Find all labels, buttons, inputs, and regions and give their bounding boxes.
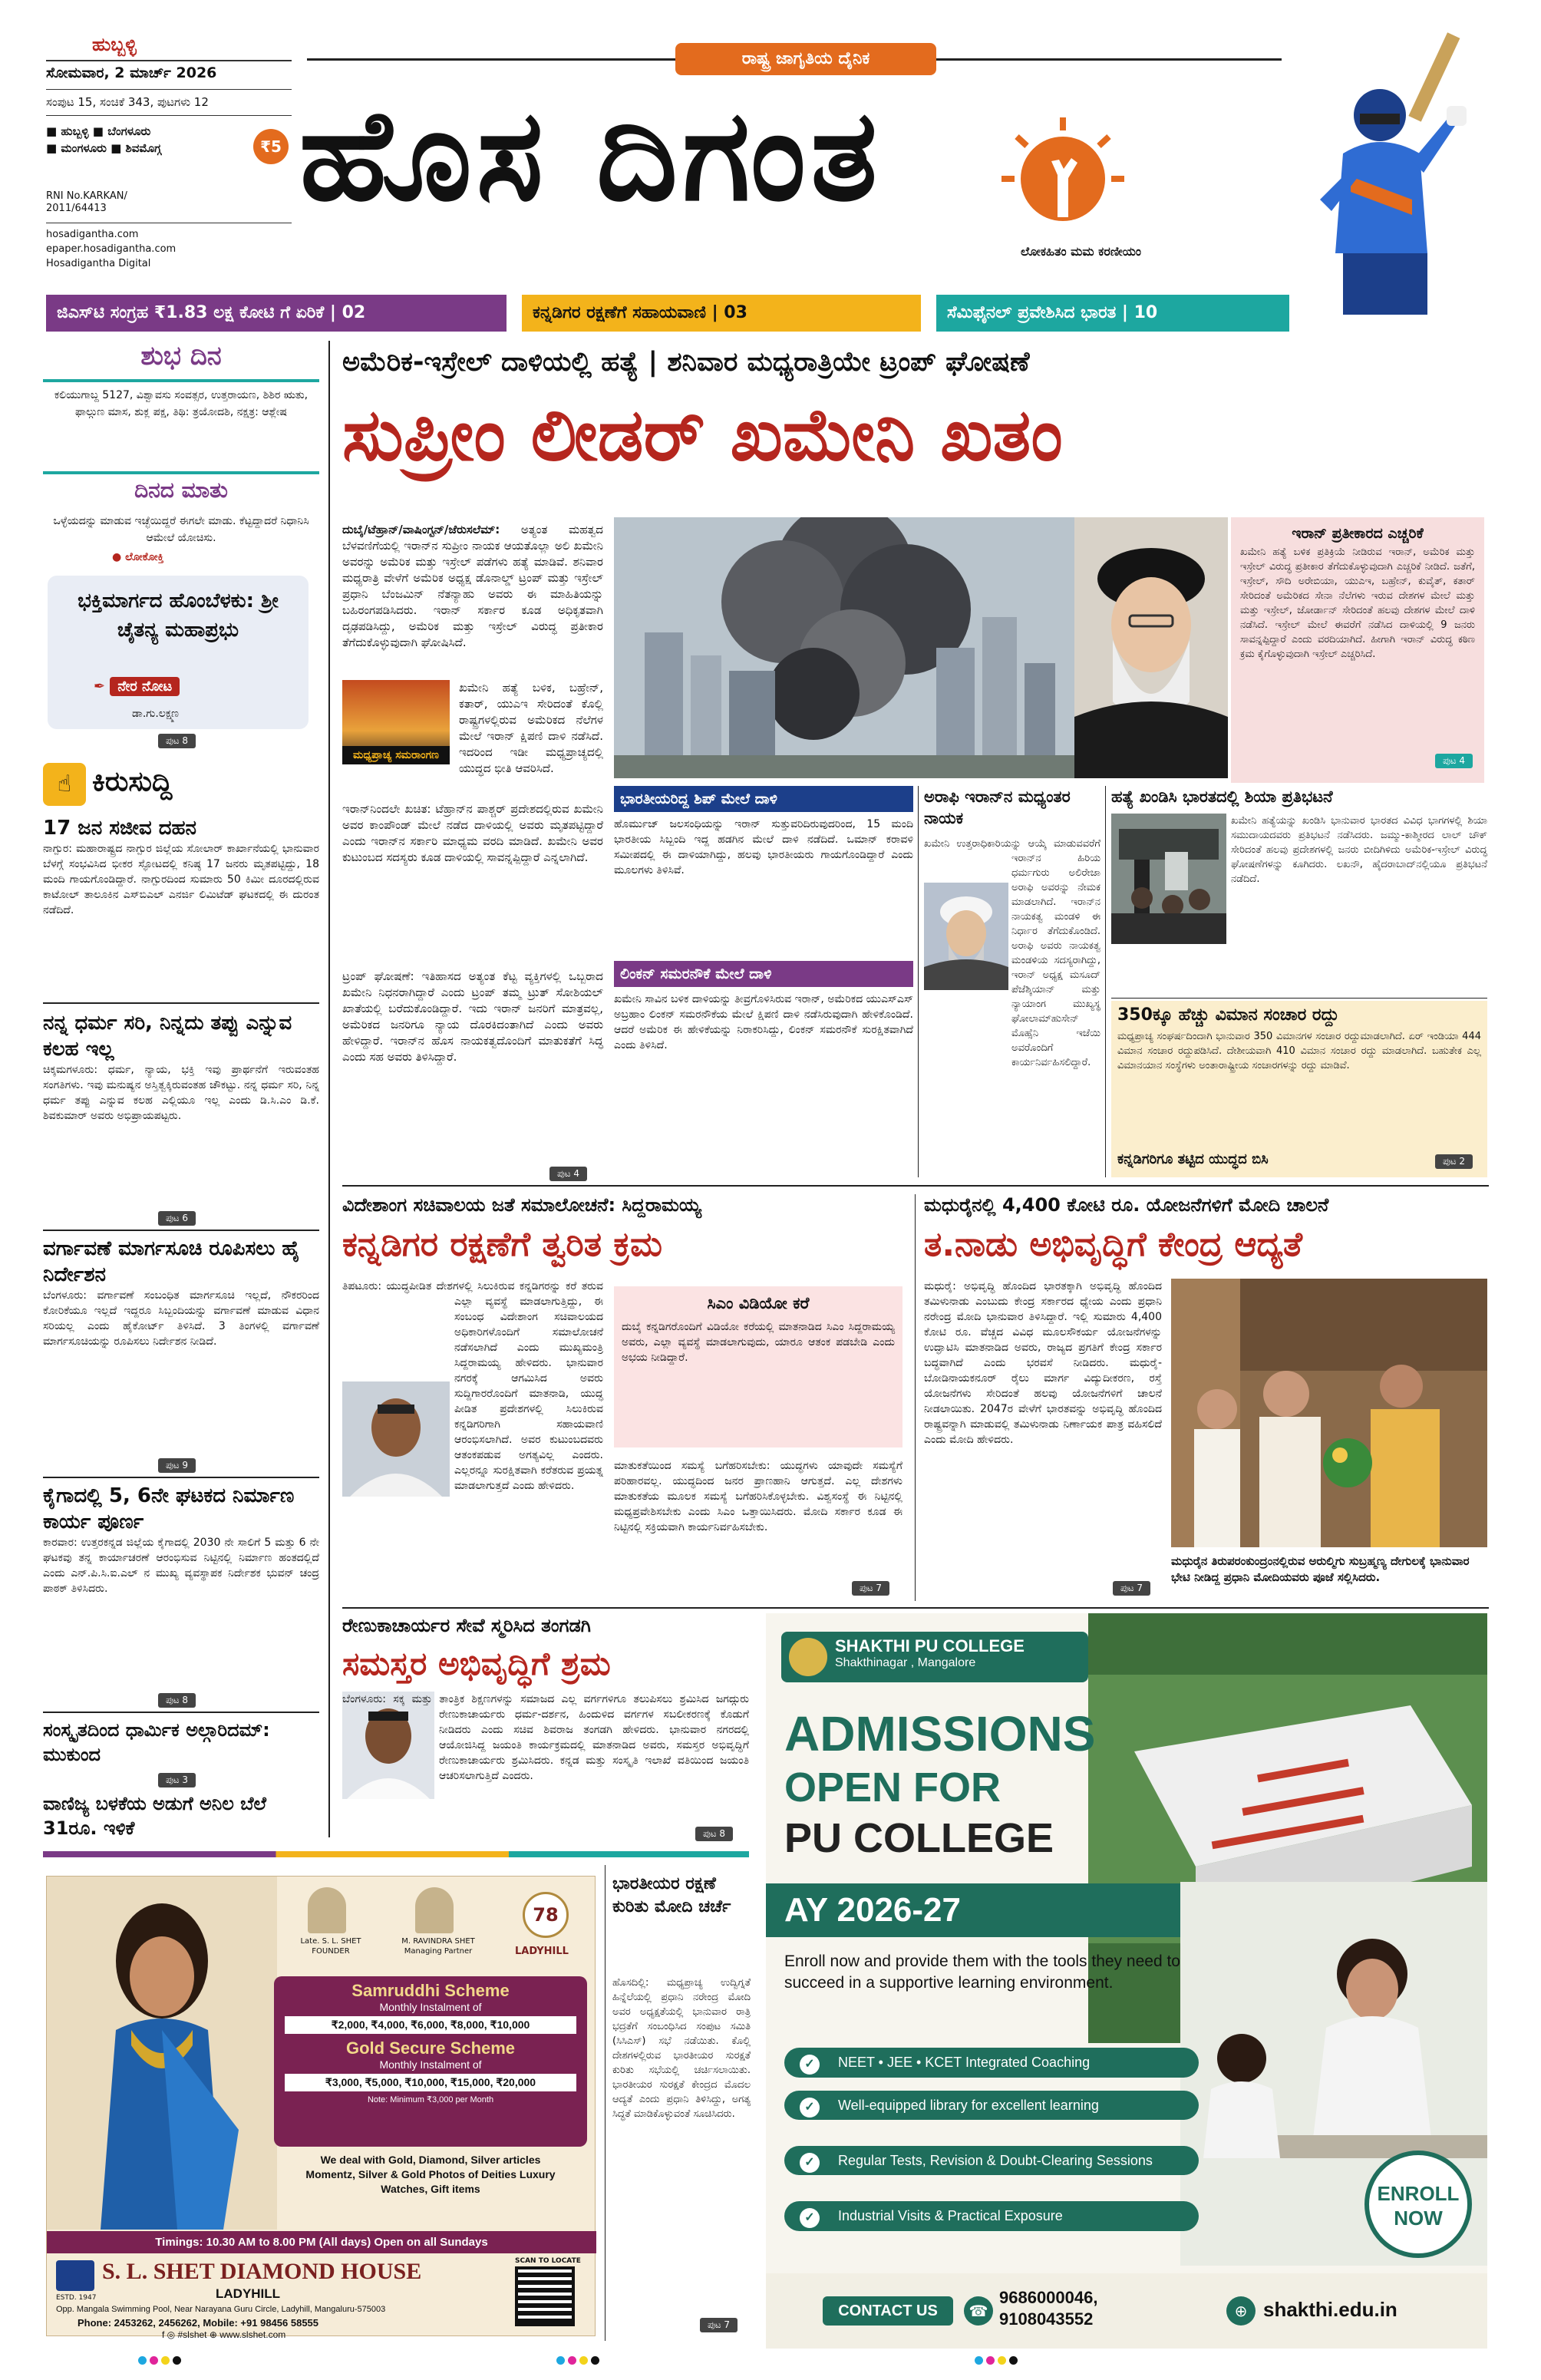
dinada-maatu-source: ● ಲೋಕೋಕ್ತಿ bbox=[112, 551, 164, 563]
scheme-2-values: ₹3,000, ₹5,000, ₹10,000, ₹15,000, ₹20,000 bbox=[285, 2074, 576, 2091]
bharatiyara-page[interactable]: ಪುಟ 7 bbox=[700, 2318, 738, 2332]
news-brief-3 bbox=[43, 1236, 319, 1349]
shia-protest-title: ಹತ್ಯೆ ಖಂಡಿಸಿ ಭಾರತದಲ್ಲಿ ಶಿಯಾ ಪ್ರತಿಭಟನೆ bbox=[1111, 787, 1333, 806]
iran-warning-page[interactable]: ಪುಟ 4 bbox=[1435, 754, 1473, 768]
iran-warning-title: ಇರಾನ್ ಪ್ರತೀಕಾರದ ಎಚ್ಚರಿಕೆ bbox=[1292, 525, 1424, 542]
protest-photo bbox=[1111, 814, 1226, 944]
admissions-line-2: OPEN FOR bbox=[784, 1764, 1001, 1811]
kiru-suddi-header bbox=[43, 761, 319, 807]
edition-date: ಸೋಮವಾರ, 2 ಮಾರ್ಚ್ 2026 bbox=[46, 64, 217, 81]
renuka-kicker: ರೇಣುಕಾಚಾರ್ಯರ ಸೇವೆ ಸ್ಮರಿಸಿದ ತಂಗಡಗಿ bbox=[342, 1615, 591, 1636]
interim-leader-title: ಅರಾಫಿ ಇರಾನ್‌ನ ಮಧ್ಯಂತರ ನಾಯಕ bbox=[924, 787, 1071, 827]
modi-temple-photo bbox=[1171, 1279, 1487, 1547]
brief-title: ಕೈಗಾದಲ್ಲಿ 5, 6ನೇ ಘಟಕದ ನಿರ್ಮಾಣ ಕಾರ್ಯ ಪೂರ್ಣ bbox=[43, 1484, 295, 1533]
scheme-1-title: Samruddhi Scheme bbox=[351, 1981, 510, 2000]
column-box-page[interactable]: ಪುಟ 8 bbox=[158, 734, 196, 748]
model-photo bbox=[47, 1877, 277, 2230]
founder-portrait bbox=[308, 1887, 346, 1933]
college-logo-icon bbox=[789, 1638, 827, 1676]
color-strip bbox=[43, 1851, 749, 1857]
ad-timings: Timings: 10.30 AM to 8.00 PM (All days) Open on all Sundays bbox=[47, 2231, 596, 2253]
lead-body-2: ಖಮೇನಿ ಹತ್ಯೆ ಬಳಿಕ, ಬಹ್ರೇನ್, ಕತಾರ್, ಯುಎಇ ಸೇರಿದಂತೆ ಕೊಲ್ಲಿ ರಾಷ್ಟ್ರಗಳಲ್ಲಿರುವ ಅಮೆರಿಕದ ನೆಲೆಗಳ ಮೇಲೆ ಇರಾನ್ ಕ್ಷಿಪಣಿ ದಾಳಿ ನಡೆಸಿದೆ. ಇದರಿಂದ ಇಡೀ ಮಧ್ಯಪ್ರಾಚ್ಯದಲ್ಲಿ ಯುದ್ಧದ ಭೀತಿ ಆವರಿಸಿದೆ. bbox=[459, 681, 603, 775]
cm-body-2: ಮಾತುಕತೆಯಿಂದ ಸಮಸ್ಯೆ ಬಗೆಹರಿಸಬೇಕು: ಯುದ್ಧಗಳು ಯಾವುದೇ ಸಮಸ್ಯೆಗೆ ಪರಿಹಾರವಲ್ಲ. ಯುದ್ಧದಿಂದ ಜನರ ಪ್ರಾಣಹಾನಿ ಆಗುತ್ತದೆ. ಎಲ್ಲ ದೇಶಗಳು ಮಾತುಕತೆಯ ಮೂಲಕ ಸಮಸ್ಯೆ ಬಗೆಹರಿಸಿಕೊಳ್ಳಬೇಕು. ವಿಶ್ವಸಂಸ್ಥೆ ಈ ನಿಟ್ಟಿನಲ್ಲಿ ಮಧ್ಯಪ್ರವೇಶಿಸಬೇಕು ಎಂದು ಸಿಎಂ ಒತ್ತಾಯಿಸಿದರು. ಮೋದಿ ಸರ್ಕಾರ ಕೂಡ ಈ ನಿಟ್ಟಿನಲ್ಲಿ ಸಕ್ರಿಯವಾಗಿ ಕಾರ್ಯನಿರ್ವಹಿಸಬೇಕು. bbox=[614, 1460, 902, 1533]
tagline-bottom: ಲೋಕಹಿತಂ ಮಮ ಕರಣೀಯಂ bbox=[1021, 244, 1141, 259]
phone-icon: ☎ bbox=[964, 2296, 993, 2326]
modi-page[interactable]: ಪುಟ 7 bbox=[1113, 1581, 1150, 1596]
brief-body: ನಾಗ್ಪುರ: ಮಹಾರಾಷ್ಟ್ರದ ನಾಗ್ಪುರ ಜಿಲ್ಲೆಯ ಸೋಲಾರ್ ಕಾರ್ಖಾನೆಯಲ್ಲಿ ಭಾನುವಾರ ಬೆಳಗ್ಗೆ ಸಂಭವಿಸಿದ ಭೀಕರ ಸ್ಫೋಟದಲ್ಲಿ ಕನಿಷ್ಠ 17 ಜನರು ಮೃತಪಟ್ಟಿದ್ದು, 18 ಮಂದಿ ಗಾಯಗೊಂಡಿದ್ದಾರೆ. ನಾಗ್ಪುರದಿಂದ ಸುಮಾರು 50 ಕಿಮೀ ದೂರದಲ್ಲಿರುವ ಕಾಟೋಲ್ ತಾಲೂಕಿನ ಎಸ್‌ಬಿಎಲ್ ಎನರ್ಜಿ ಲಿಮಿಟೆಡ್ ಘಟಕದಲ್ಲಿ ಈ ದುರಂತ ನಡೆದಿದೆ. bbox=[43, 843, 319, 916]
dinada-maatu-text: ಒಳ್ಳೆಯದನ್ನು ಮಾಡುವ ಇಚ್ಛೆಯಿದ್ದರೆ ಈಗಲೇ ಮಾಡು. ಕೆಟ್ಟದ್ದಾದರೆ ನಿಧಾನಿಸಿ ಆಮೇಲೆ ಯೋಚಿಸು. bbox=[53, 515, 309, 544]
college-phones[interactable]: 9686000046, 9108043552 bbox=[999, 2288, 1098, 2329]
news-brief-6 bbox=[43, 1791, 319, 1840]
lead-body-4: ಟ್ರಂಪ್ ಘೋಷಣೆ: ಇತಿಹಾಸದ ಅತ್ಯಂತ ಕೆಟ್ಟ ವ್ಯಕ್ತಿಗಳಲ್ಲಿ ಒಬ್ಬರಾದ ಖಮೇನಿ ನಿಧನರಾಗಿದ್ದಾರೆ ಎಂದು ಟ್ರಂಪ್ ತಮ್ಮ ಟ್ರುತ್ ಸೋಶಿಯಲ್ ಖಾತೆಯಲ್ಲಿ ಬರೆದುಕೊಂಡಿದ್ದಾರೆ. ಇದು ಇರಾನ್ ಜನರಿಗೆ ಮಾತ್ರವಲ್ಲ, ಅಮೆರಿಕದ ಜನರಿಗೂ ನ್ಯಾಯ ದೊರಕಿದಂತಾಗಿದೆ ಎಂದು ಅವರು ಹೇಳಿದ್ದಾರೆ. ಇರಾನ್‌ನ ಹೊಸ ನಾಯಕತ್ವದೊಂದಿಗೆ ಮಾತುಕತೆಗೆ ಸಿದ್ಧ ಎಂದು ಸಹ ಅವರು ತಿಳಿಸಿದ್ದಾರೆ. bbox=[342, 969, 603, 1064]
college-web[interactable]: shakthi.edu.in bbox=[1263, 2298, 1397, 2321]
news-brief-4 bbox=[43, 1483, 319, 1596]
qr-code-icon[interactable] bbox=[515, 2266, 575, 2326]
brief-page-5[interactable]: ಪುಟ 3 bbox=[158, 1773, 196, 1787]
cm-video-box bbox=[614, 1286, 902, 1447]
modi-photo-caption: ಮಧುರೈನ ತಿರುಪರಂಕುಂದ್ರಂನಲ್ಲಿರುವ ಅರುಲ್ಮಿಗು ಸುಬ್ರಹ್ಮಣ್ಯ ದೇಗುಲಕ್ಕೆ ಭಾನುವಾರ ಭೇಟಿ ನೀಡಿದ್ದ ಪ್ರಧಾನಿ ಮೋದಿಯವರು ಪೂಜೆ ಸಲ್ಲಿಸಿದರು. bbox=[1171, 1554, 1470, 1584]
lead-text-col-1 bbox=[342, 522, 603, 651]
ribbon-item-helpline[interactable]: ಕನ್ನಡಿಗರ ರಕ್ಷಣೆಗೆ ಸಹಾಯವಾಣಿ | 03 bbox=[522, 295, 921, 332]
ad-deal-text: We deal with Gold, Diamond, Silver articles Momentz, Silver & Gold Photos of Deities Luxury Watches, Gift items bbox=[305, 2154, 556, 2195]
cm-kicker: ವಿದೇಶಾಂಗ ಸಚಿವಾಲಯ ಜತೆ ಸಮಾಲೋಚನೆ: ಸಿದ್ದರಾಮಯ್ಯ bbox=[342, 1194, 701, 1216]
contact-bar bbox=[766, 2273, 1487, 2349]
kiru-suddi-title: ಕಿರುಸುದ್ದಿ bbox=[92, 766, 173, 797]
ad-social[interactable]: f ◎ #slshet ⊕ www.slshet.com bbox=[162, 2329, 286, 2340]
modi-headline: ತ.ನಾಡು ಅಭಿವೃದ್ಧಿಗೆ ಕೇಂದ್ರ ಆದ್ಯತೆ bbox=[924, 1225, 1303, 1264]
enroll-now-badge[interactable]: ENROLL NOW bbox=[1364, 2151, 1472, 2258]
scheme-2-title: Gold Secure Scheme bbox=[345, 2038, 516, 2058]
rni-number: RNI No.KARKAN/ 2011/64413 bbox=[46, 190, 127, 214]
flights-box bbox=[1111, 1001, 1487, 1177]
scheme-1-values: ₹2,000, ₹4,000, ₹6,000, ₹8,000, ₹10,000 bbox=[285, 2016, 576, 2034]
brief-title: ಸಂಸ್ಕೃತದಿಂದ ಧಾರ್ಮಿಕ ಅಲ್ಗಾರಿದಮ್: ಮುಕುಂದ bbox=[43, 1719, 270, 1765]
print-marks bbox=[138, 2353, 1443, 2368]
panchanga-text: ಕಲಿಯುಗಾಬ್ದ 5127, ವಿಶ್ವಾವಸು ಸಂವತ್ಸರ, ಉತ್ತರಾಯಣ, ಶಿಶಿರ ಋತು, ಫಾಲ್ಗುಣ ಮಾಸ, ಶುಕ್ಲ ಪಕ್ಷ, ತಿಥಿ: ತ್ರಯೋದಶಿ, ನಕ್ಷತ್ರ: ಆಶ್ಲೇಷ bbox=[54, 389, 309, 418]
modi-kicker: ಮಧುರೈನಲ್ಲಿ 4,400 ಕೋಟಿ ರೂ. ಯೋಜನೆಗಳಿಗೆ ಮೋದಿ ಚಾಲನೆ bbox=[924, 1194, 1329, 1216]
edition-city: ಹುಬ್ಬಳ್ಳಿ bbox=[92, 34, 137, 55]
ad-brand-small: LADYHILL bbox=[515, 1946, 569, 1957]
ad-address: Opp. Mangala Swimming Pool, Near Narayana Guru Circle, Ladyhill, Mangaluru-575003 bbox=[56, 2305, 386, 2314]
hand-icon: ☝ bbox=[43, 763, 86, 806]
price-badge: ₹5 bbox=[253, 129, 289, 164]
masthead bbox=[0, 0, 1541, 292]
column-box-title: ಭಕ್ತಿಮಾರ್ಗದ ಹೊಂಬೆಳಕು: ಶ್ರೀ ಚೈತನ್ಯ ಮಹಾಪ್ರಭು bbox=[78, 589, 279, 642]
flights-body: ಮಧ್ಯಪ್ರಾಚ್ಯ ಸಂಘರ್ಷದಿಂದಾಗಿ ಭಾನುವಾರ 350 ವಿಮಾನಗಳ ಸಂಚಾರ ರದ್ದುಮಾಡಲಾಗಿದೆ. ಏರ್ ಇಂಡಿಯಾ 444 ವಿಮಾನ ಸಂಚಾರ ರದ್ದುಪಡಿಸಿದೆ. ದೇಶೀಯವಾಗಿ 410 ವಿಮಾನ ಸಂಚಾರ ರದ್ದು ಮಾಡಲಾಗಿದೆ. ಬಹುತೇಕ ಎಲ್ಲ ವಿಮಾನಯಾನ ಸಂಸ್ಥೆಗಳು ಅಂತಾರಾಷ್ಟ್ರೀಯ ಸಂಚಾರಗಳನ್ನು ರದ್ದು ಮಾಡಿವೆ. bbox=[1117, 1031, 1481, 1071]
bharatiyara-body: ಹೊಸದಿಲ್ಲಿ: ಮಧ್ಯಪ್ರಾಚ್ಯ ಉದ್ವಿಗ್ನತೆ ಹಿನ್ನೆಲೆಯಲ್ಲಿ ಪ್ರಧಾನಿ ನರೇಂದ್ರ ಮೋದಿ ಅವರ ಅಧ್ಯಕ್ಷತೆಯಲ್ಲಿ ಭಾನುವಾರ ರಾತ್ರಿ ಭದ್ರತೆಗೆ ಸಂಬಂಧಿಸಿದ ಸಂಪುಟ ಸಮಿತಿ (ಸಿಸಿಎಸ್) ಸಭೆ ನಡೆಯಿತು. ಕೊಲ್ಲಿ ದೇಶಗಳಲ್ಲಿರುವ ಭಾರತೀಯರ ಸುರಕ್ಷತೆ ಕುರಿತು ಸಭೆಯಲ್ಲಿ ಚರ್ಚಿಸಲಾಯಿತು. ಭಾರತೀಯರ ಸುರಕ್ಷತೆ ಕೇಂದ್ರದ ಮೊದಲ ಆದ್ಯತೆ ಎಂದು ಪ್ರಧಾನಿ ತಿಳಿಸಿದ್ದು, ಅಗತ್ಯ ಸಿದ್ಧತೆ ಮಾಡಿಕೊಳ್ಳುವಂತೆ ಸೂಚಿಸಿದರು. bbox=[612, 1977, 751, 2120]
shia-protest-body: ಖಮೇನಿ ಹತ್ಯೆಯನ್ನು ಖಂಡಿಸಿ ಭಾನುವಾರ ಭಾರತದ ವಿವಿಧ ಭಾಗಗಳಲ್ಲಿ ಶಿಯಾ ಸಮುದಾಯದವರು ಪ್ರತಿಭಟನೆ ನಡೆಸಿದರು. ಜಮ್ಮು-ಕಾಶ್ಮೀರದ ಲಾಲ್ ಚೌಕ್ ಸೇರಿದಂತೆ ಹಲವು ಪ್ರದೇಶಗಳಲ್ಲಿ ಜನರು ಬೀದಿಗಿಳಿದು ಅಮೆರಿಕ-ಇಸ್ರೇಲ್ ವಿರುದ್ಧ ಘೋಷಣೆಗಳನ್ನು ಕೂಗಿದರು. ಲಖನೌ, ಹೈದರಾಬಾದ್‌ನಲ್ಲಿಯೂ ಪ್ರತಿಭಟನೆ ನಡೆದಿದೆ. bbox=[1231, 815, 1487, 885]
lead-body-3: ಇರಾನ್‌ನಿಂದಲೇ ಖಚಿತ: ಟೆಹ್ರಾನ್‌ನ ಪಾಶ್ಚರ್ ಪ್ರದೇಶದಲ್ಲಿರುವ ಖಮೇನಿ ಅವರ ಕಾಂಪೌಂಡ್ ಮೇಲೆ ನಡೆದ ದಾಳಿಯಲ್ಲಿ ಅವರು ಮೃತಪಟ್ಟಿದ್ದಾರೆ ಎಂದು ಇರಾನ್‌ನ ಸರ್ಕಾರಿ ಮಾಧ್ಯಮ ವರದಿ ಮಾಡಿದೆ. ಖಮೇನಿ ಅವರ ಕುಟುಂಬದ ಸದಸ್ಯರು ಕೂಡ ದಾಳಿಯಲ್ಲಿ ಸಾವನ್ನಪ್ಪಿದ್ದಾರೆ ಎನ್ನಲಾಗಿದೆ. bbox=[342, 802, 603, 864]
feature-2: ✓ Well-equipped library for excellent learning bbox=[784, 2091, 1199, 2120]
lincoln-body: ಖಮೇನಿ ಸಾವಿನ ಬಳಿಕ ದಾಳಿಯನ್ನು ತೀವ್ರಗೊಳಿಸಿರುವ ಇರಾನ್, ಅಮೆರಿಕದ ಯುಎಸ್‌ಎಸ್ ಅಬ್ರಹಾಂ ಲಿಂಕನ್ ಸಮರನೌಕೆಯ ಮೇಲೆ ಕ್ಷಿಪಣಿ ದಾಳಿ ನಡೆಸಿರುವುದಾಗಿ ಹೇಳಿಕೊಂಡಿದೆ. ಆದರೆ ಅಮೆರಿಕ ಈ ಹೇಳಿಕೆಯನ್ನು ನಿರಾಕರಿಸಿದ್ದು, ಲಿಂಕನ್ ಸಮರನೌಕೆ ಸುರಕ್ಷಿತವಾಗಿದೆ ಎಂದು ತಿಳಿಸಿದೆ. bbox=[614, 993, 913, 1051]
edition-list: ■ ಹುಬ್ಬಳ್ಳಿ ■ ಬೆಂಗಳೂರು ■ ಮಂಗಳೂರು ■ ಶಿವಮೊಗ್ಗ bbox=[46, 124, 162, 155]
sun-logo-icon bbox=[998, 114, 1128, 236]
flights-title: 350ಕ್ಕೂ ಹೆಚ್ಚು ವಿಮಾನ ಸಂಚಾರ ರದ್ದು bbox=[1117, 1005, 1339, 1025]
college-place: Shakthinagar , Mangalore bbox=[835, 1656, 976, 1669]
brief-body: ಕಾರವಾರ: ಉತ್ತರಕನ್ನಡ ಜಿಲ್ಲೆಯ ಕೈಗಾದಲ್ಲಿ 2030 ನೇ ಸಾಲಿಗೆ 5 ಮತ್ತು 6 ನೇ ಘಟಕವು ತನ್ನ ಕಾರ್ಯಾಚರಣೆ ಆರಂಭಿಸುವ ನಿಟ್ಟಿನಲ್ಲಿ ನಿರ್ಮಾಣ ಹಂತದಲ್ಲಿದೆ ಎಂದು ಎನ್.ಪಿ.ಸಿ.ಐ.ಎಲ್ ನ ಮುಖ್ಯ ವ್ಯವಸ್ಥಾಪಕ ನಿರ್ದೇಶಕ ಭುವನ್ ಚಂದ್ರ ಪಾಠಕ್ ತಿಳಿಸಿದರು. bbox=[43, 1537, 319, 1595]
check-icon: ✓ bbox=[800, 2055, 820, 2075]
scheme-2-sub: Monthly Instalment of bbox=[379, 2058, 482, 2071]
lead-page[interactable]: ಪುಟ 4 bbox=[549, 1167, 587, 1181]
admissions-line-1: ADMISSIONS bbox=[784, 1706, 1096, 1761]
globe-icon: ⊕ bbox=[1226, 2296, 1256, 2326]
dinada-maatu-title: ದಿನದ ಮಾತು bbox=[134, 477, 228, 503]
iran-warning-body: ಖಮೇನಿ ಹತ್ಯೆ ಬಳಿಕ ಪ್ರತಿಕ್ರಿಯೆ ನೀಡಿರುವ ಇರಾನ್, ಅಮೆರಿಕ ಮತ್ತು ಇಸ್ರೇಲ್ ವಿರುದ್ಧ ಪ್ರತೀಕಾರ ತೆಗೆದುಕೊಳ್ಳುವುದಾಗಿ ಎಚ್ಚರಿಕೆ ನೀಡಿದೆ. ಜತೆಗೆ, ಇಸ್ರೇಲ್, ಸೌದಿ ಅರೇಬಿಯಾ, ಯುಎಇ, ಬಹ್ರೇನ್, ಕುವೈತ್, ಕತಾರ್ ಸೇರಿದಂತೆ ಅಮೆರಿಕದ ಸೇನಾ ನೆಲೆಗಳು ಇರುವ ದೇಶಗಳ ಮೇಲೆ ಮತ್ತು ಮತ್ತು ಇಸ್ರೇಲ್, ಜೋರ್ಡಾನ್ ಸೇರಿದಂತೆ ಹಲವು ದೇಶಗಳ ಮೇಲೆ ದಾಳಿ ನಡೆಸಿದೆ. ಇಸ್ರೇಲ್ ಮೇಲೆ ಈವರೆಗೆ ನಡೆಸಿದ ದಾಳಿಯಲ್ಲಿ 9 ಜನರು ಸಾವನ್ನಪ್ಪಿದ್ದಾರೆ ಎಂದು ವರದಿಯಾಗಿದೆ. ಹೀಗಾಗಿ ಇರಾನ್ ವಿರುದ್ಧ ಕಠಿಣ ಕ್ರಮ ಕೈಗೊಳ್ಳುವುದಾಗಿ ಇಸ್ರೇಲ್ ಎಚ್ಚರಿಸಿದೆ. bbox=[1240, 546, 1475, 660]
flights-page[interactable]: ಪುಟ 2 bbox=[1435, 1154, 1473, 1169]
column-box-tag: ✒ ನೇರ ನೋಟ bbox=[94, 678, 180, 695]
smoke-city-photo bbox=[614, 517, 1074, 778]
brief-page-4[interactable]: ಪುಟ 8 bbox=[158, 1693, 196, 1708]
college-ad[interactable] bbox=[766, 1613, 1487, 2349]
check-icon: ✓ bbox=[800, 2153, 820, 2173]
cricketer-photo bbox=[1297, 23, 1504, 315]
web-links bbox=[46, 227, 176, 271]
column-box bbox=[48, 576, 309, 729]
cm-video-body: ದುಬೈ ಕನ್ನಡಿಗರೊಂದಿಗೆ ವಿಡಿಯೋ ಕರೆಯಲ್ಲಿ ಮಾತನಾಡಿದ ಸಿಎಂ ಸಿದ್ದರಾಮಯ್ಯ ಅವರು, ಎಲ್ಲಾ ವ್ಯವಸ್ಥೆ ಮಾಡಲಾಗುವುದು, ಯಾರೂ ಆತಂಕ ಪಡಬೇಡಿ ಎಂದು ಅಭಯ ನೀಡಿದ್ದಾರೆ. bbox=[622, 1321, 895, 1364]
war-inset-caption: ಮಧ್ಯಪ್ರಾಚ್ಯ ಸಮರಾಂಗಣ bbox=[342, 746, 450, 764]
lead-body-1: ಅತ್ಯಂತ ಮಹತ್ವದ ಬೆಳವಣಿಗೆಯಲ್ಲಿ ಇರಾನ್‌ನ ಸುಪ್ರೀಂ ನಾಯಕ ಆಯತೊಲ್ಲಾ ಅಲಿ ಖಮೇನಿ ಅವರನ್ನು ಅಮೆರಿಕ ಮತ್ತು ಇಸ್ರೇಲ್ ಪಡೆಗಳು ಹತ್ಯೆ ಮಾಡಿವೆ. ಶನಿವಾರ ಮಧ್ಯರಾತ್ರಿ ವೇಳೆಗೆ ಅಮೆರಿಕ ಅಧ್ಯಕ್ಷ ಡೊನಾಲ್ಡ್ ಟ್ರಂಪ್ ಮತ್ತು ಇಸ್ರೇಲ್ ಪ್ರಧಾನಿ ಬೆಂಜಮಿನ್ ನೆತನ್ಯಾಹು ಅವರು ಈ ಮಾಹಿತಿಯನ್ನು ಬಹಿರಂಗಪಡಿಸಿದರು. ಇರಾನ್ ಸರ್ಕಾರ ಕೂಡ ಅಧಿಕೃತವಾಗಿ ದೃಢಪಡಿಸಿದ್ದು, ಅಮೆರಿಕ ಮತ್ತು ಇಸ್ರೇಲ್ ವಿರುದ್ಧ ಪ್ರತೀಕಾರ ತೆಗೆದುಕೊಳ್ಳುವುದಾಗಿ ಘೋಷಿಸಿದೆ. bbox=[342, 523, 603, 649]
lead-dateline: ದುಬೈ/ಟೆಹ್ರಾನ್/ವಾಷಿಂಗ್ಟನ್/ಜೆರುಸಲೆಮ್: bbox=[342, 523, 500, 536]
brief-page-2[interactable]: ಪುಟ 6 bbox=[158, 1211, 196, 1226]
modi-body: ಮಧುರೈ: ಅಭಿವೃದ್ಧಿ ಹೊಂದಿದ ಭಾರತಕ್ಕಾಗಿ ಅಭಿವೃದ್ಧಿ ಹೊಂದಿದ ತಮಿಳುನಾಡು ಎಂಬುದು ಕೇಂದ್ರ ಸರ್ಕಾರದ ಧ್ಯೇಯ ಎಂದು ಪ್ರಧಾನಿ ನರೇಂದ್ರ ಮೋದಿ ಭಾನುವಾರ ತಿಳಿಸಿದ್ದಾರೆ. ಇಲ್ಲಿ ಸುಮಾರು 4,400 ಕೋಟಿ ರೂ. ವೆಚ್ಚದ ವಿವಿಧ ಮೂಲಸೌಕರ್ಯ ಯೋಜನೆಗಳನ್ನು ಉದ್ಘಾಟಿಸಿ ಮಾತನಾಡಿದ ಅವರು, ರಾಜ್ಯದ ಪ್ರಗತಿಗೆ ಕೇಂದ್ರ ಸರ್ಕಾರ ಬದ್ಧವಾಗಿದೆ ಎಂದು ಭರವಸೆ ನೀಡಿದರು. ಮಧುರೈ-ಬೋಡಿನಾಯಕನೂರ್ ರೈಲು ಮಾರ್ಗ ವಿದ್ಯುದೀಕರಣ, ರಸ್ತೆ ಯೋಜನೆಗಳು ಸೇರಿದಂತೆ ಹಲವು ಯೋಜನೆಗಳಿಗೆ ಚಾಲನೆ ನೀಡಲಾಯಿತು. 2047ರ ವೇಳೆಗೆ ಭಾರತವನ್ನು ಅಭಿವೃದ್ಧಿ ಹೊಂದಿದ ರಾಷ್ಟ್ರವನ್ನಾಗಿ ಮಾಡುವಲ್ಲಿ ತಮಿಳುನಾಡು ನಿರ್ಣಾಯಕ ಪಾತ್ರ ವಹಿಸಲಿದೆ ಎಂದು ಮೋದಿ ಹೇಳಿದರು. bbox=[924, 1280, 1162, 1446]
ad-store-branch: LADYHILL bbox=[216, 2286, 281, 2301]
brief-title: ನನ್ನ ಧರ್ಮ ಸರಿ, ನಿನ್ನದು ತಪ್ಪು ಎನ್ನುವ ಕಲಹ ಇಲ್ಲ bbox=[43, 1012, 292, 1061]
brief-title: 17 ಜನ ಸಜೀವ ದಹನ bbox=[43, 817, 196, 840]
partner-portrait bbox=[415, 1887, 454, 1933]
ad-partner: M. RAVINDRA SHET Managing Partner bbox=[401, 1937, 475, 1956]
khamenei-photo bbox=[1074, 517, 1228, 778]
ship-attack-body: ಹೊರ್ಮುಜ್ ಜಲಸಂಧಿಯನ್ನು ಇರಾನ್ ಸುತ್ತುವರಿದಿರುವುದರಿಂದ, 15 ಮಂದಿ ಭಾರತೀಯ ಸಿಬ್ಬಂದಿ ಇದ್ದ ಹಡಗಿನ ಮೇಲೆ ದಾಳಿ ನಡೆದಿದೆ. ಒಮಾನ್ ಕರಾವಳಿ ಸಮೀಪದಲ್ಲಿ ಈ ದಾಳಿಯಾಗಿದ್ದು, ಹಲವು ಭಾರತೀಯರು ಗಾಯಗೊಂಡಿದ್ದಾರೆ ಎಂದು ಮೂಲಗಳು ತಿಳಿಸಿವೆ. bbox=[614, 818, 913, 876]
brief-page-3[interactable]: ಪುಟ 9 bbox=[158, 1458, 196, 1473]
college-name-badge bbox=[781, 1632, 1088, 1682]
news-brief-5 bbox=[43, 1718, 319, 1767]
college-name: SHAKTHI PU COLLEGE bbox=[835, 1636, 1025, 1655]
newspaper-title: ಹೊಸ ದಿಗಂತ bbox=[299, 82, 883, 229]
admissions-line-3: PU COLLEGE bbox=[784, 1815, 1054, 1861]
jewellery-ad[interactable] bbox=[46, 1876, 596, 2340]
website-link[interactable]: hosadigantha.com bbox=[46, 229, 139, 240]
left-column bbox=[43, 341, 319, 1853]
ad-founder: Late. S. L. SHET FOUNDER bbox=[300, 1937, 361, 1956]
brief-title: ವರ್ಗಾವಣೆ ಮಾರ್ಗಸೂಚಿ ರೂಪಿಸಲು ಹೈ ನಿರ್ದೇಶನ bbox=[43, 1237, 300, 1286]
ad-estd: ESTD. 1947 bbox=[56, 2294, 97, 2302]
check-icon: ✓ bbox=[800, 2098, 820, 2118]
iran-warning-box bbox=[1231, 517, 1484, 783]
scheme-note: Note: Minimum ₹3,000 per Month bbox=[367, 2095, 494, 2104]
feature-1: ✓ NEET • JEE • KCET Integrated Coaching bbox=[784, 2048, 1199, 2078]
interim-leader-body: ಖಮೇನಿ ಉತ್ತರಾಧಿಕಾರಿಯನ್ನು ಆಯ್ಕೆ ಮಾಡುವವರೆಗೆ ಇರಾನ್‌ನ ಹಿರಿಯ ಧರ್ಮಗುರು ಅಲಿರೇಜಾ ಅರಾಫಿ ಅವರನ್ನು ನೇಮಕ ಮಾಡಲಾಗಿದೆ. ಇರಾನ್‌ನ ನಾಯಕತ್ವ ಮಂಡಳಿ ಈ ನಿರ್ಧಾರ ತೆಗೆದುಕೊಂಡಿದೆ. ಅರಾಫಿ ಅವರು ನಾಯಕತ್ವ ಮಂಡಳಿಯ ಸದಸ್ಯರಾಗಿದ್ದು, ಇರಾನ್ ಅಧ್ಯಕ್ಷ ಮಸೂದ್ ಪೆಜೆಶ್ಕಿಯಾನ್ ಮತ್ತು ನ್ಯಾಯಾಂಗ ಮುಖ್ಯಸ್ಥ ಘೋಲಾಮ್‌ಹುಸೇನ್ ಮೊಹ್ಸೆನಿ ಇಜೆಯಿ ಅವರೊಂದಿಗೆ ಕಾರ್ಯನಿರ್ವಹಿಸಲಿದ್ದಾರೆ. bbox=[924, 838, 1100, 1068]
contact-us-label: CONTACT US bbox=[823, 2296, 953, 2326]
college-desc: Enroll now and provide them with the tools they need to succeed in a supportive learning environment. bbox=[784, 1953, 1180, 1992]
ad-store-name: S. L. SHET DIAMOND HOUSE bbox=[102, 2259, 422, 2284]
ad-logo-icon bbox=[56, 2260, 94, 2291]
shubha-dina-title: ಶುಭ ದಿನ bbox=[140, 341, 222, 371]
renuka-body: ಬೆಂಗಳೂರು: ಸಕ್ಕ ಮತ್ತು ತಾಂತ್ರಿಕ ಶಿಕ್ಷಣಗಳನ್ನು ಸಮಾಜದ ಎಲ್ಲ ವರ್ಗಗಳಿಗೂ ತಲುಪಿಸಲು ಶ್ರಮಿಸಿದ ಜಗದ್ಗುರು ರೇಣುಕಾಚಾರ್ಯರು ಧರ್ಮ-ದರ್ಶನ, ಹಿಂದುಳಿದ ವರ್ಗಗಳ ಸಬಲೀಕರಣಕ್ಕೆ ಕೊಡುಗೆ ನೀಡಿದರು ಎಂದು ಸಚಿವ ಶಿವರಾಜ ತಂಗಡಗಿ ಹೇಳಿದರು. ಭಾನುವಾರ ನಗರದಲ್ಲಿ ಆಯೋಜಿಸಿದ್ದ ಜಯಂತಿ ಕಾರ್ಯಕ್ರಮದಲ್ಲಿ ಮಾತನಾಡಿದ ಅವರು, ಸಮಸ್ತರ ಅಭಿವೃದ್ಧಿಗೆ ರೇಣುಕಾಚಾರ್ಯರು ಶ್ರಮಿಸಿದರು. ಕನ್ನಡ ಮತ್ತು ಸಂಸ್ಕೃತಿ ಇಲಾಖೆ ವತಿಯಿಂದ ಜಯಂತಿ ಆಚರಿಸಲಾಗುತ್ತಿದೆ ಎಂದರು. bbox=[342, 1693, 749, 1782]
scheme-box bbox=[274, 1976, 587, 2147]
feature-3: ✓ Regular Tests, Revision & Doubt-Clearing Sessions bbox=[784, 2146, 1199, 2175]
tagline-top: ರಾಷ್ಟ್ರ ಜಾಗೃತಿಯ ದೈನಿಕ bbox=[675, 43, 936, 75]
digital-link[interactable]: Hosadigantha Digital bbox=[46, 258, 151, 269]
cm-headline: ಕನ್ನಡಿಗರ ರಕ್ಷಣೆಗೆ ತ್ವರಿತ ಕ್ರಮ bbox=[342, 1225, 662, 1264]
scheme-1-sub: Monthly Instalment of bbox=[379, 2001, 482, 2013]
brief-title: ವಾಣಿಜ್ಯ ಬಳಕೆಯ ಅಡುಗೆ ಅನಿಲ ಬೆಲೆ 31ರೂ. ಇಳಿಕೆ bbox=[43, 1793, 266, 1839]
bharatiyara-title: ಭಾರತೀಯರ ರಕ್ಷಣೆ ಕುರಿತು ಮೋದಿ ಚರ್ಚೆ bbox=[612, 1874, 731, 1916]
ribbon-78: 78 bbox=[523, 1892, 569, 1938]
news-brief-1 bbox=[43, 815, 319, 918]
brief-body: ಚಿಕ್ಕಮಗಳೂರು: ಧರ್ಮ, ನ್ಯಾಯ, ಭಕ್ತಿ ಇವು ಪ್ರಾರ್ಥನೆಗೆ ಇರುವಂತಹ ಸಂಗತಿಗಳು. ಇವು ಮನುಷ್ಯನ ಅಸ್ತಿತ್ವಕ್ಕಿರುವಂತಹ ಚೌಕಟ್ಟು. ನನ್ನ ಧರ್ಮ ಸರಿ, ನಿನ್ನ ಧರ್ಮ ತಪ್ಪು ಎನ್ನುವ ಕಲಹ ಎಲ್ಲಿಯೂ ಇಲ್ಲ ಎಂದು ಡಿ.ಸಿ.ಎಂ ಡಿ.ಕೆ. ಶಿವಕುಮಾರ್ ಅವರು ಅಭಿಪ್ರಾಯಪಟ್ಟರು. bbox=[43, 1064, 319, 1122]
qr-label: SCAN TO LOCATE bbox=[515, 2257, 581, 2265]
ship-attack-title: ಭಾರತೀಯರಿದ್ದ ಶಿಪ್ ಮೇಲೆ ದಾಳಿ bbox=[614, 786, 913, 812]
epaper-link[interactable]: epaper.hosadigantha.com bbox=[46, 243, 177, 255]
renuka-headline: ಸಮಸ್ತರ ಅಭಿವೃದ್ಧಿಗೆ ಶ್ರಮ bbox=[342, 1645, 611, 1682]
lead-headline: ಸುಪ್ರೀಂ ಲೀಡರ್ ಖಮೇನಿ ಖತಂ bbox=[342, 394, 1063, 477]
lincoln-title: ಲಿಂಕನ್ ಸಮರನೌಕೆ ಮೇಲೆ ದಾಳಿ bbox=[614, 961, 913, 987]
cm-video-title: ಸಿಎಂ ವಿಡಿಯೋ ಕರೆ bbox=[707, 1294, 810, 1312]
flights-tail: ಕನ್ನಡಿಗರಿಗೂ ತಟ್ಟಿದ ಯುದ್ಧದ ಬಿಸಿ bbox=[1117, 1151, 1269, 1167]
cm-page[interactable]: ಪುಟ 7 bbox=[852, 1581, 889, 1596]
ribbon-item-gst[interactable]: ಜಿಎಸ್‌ಟಿ ಸಂಗ್ರಹ ₹1.83 ಲಕ್ಷ ಕೋಟಿ ಗೆ ಏರಿಕೆ | 02 bbox=[46, 295, 507, 332]
top-ribbon bbox=[46, 295, 1289, 332]
feature-4: ✓ Industrial Visits & Practical Exposure bbox=[784, 2201, 1199, 2231]
column-box-author: ಡಾ.ಗು.ಲಕ್ಷ್ಮಣ bbox=[132, 708, 179, 720]
academic-year: AY 2026-27 bbox=[766, 1883, 1180, 1937]
ad-phone: Phone: 2453262, 2456262, Mobile: +91 98456 58555 bbox=[78, 2317, 319, 2329]
war-inset-photo bbox=[342, 680, 450, 764]
issue-info: ಸಂಪುಟ 15, ಸಂಚಿಕೆ 343, ಪುಟಗಳು 12 bbox=[46, 95, 209, 109]
brief-body: ಬೆಂಗಳೂರು: ವರ್ಗಾವಣೆ ಸಂಬಂಧಿತ ಮಾರ್ಗಸೂಚಿ ಇಲ್ಲದೆ, ನೌಕರರಿಂದ ಕೋರಿಕೆಯೂ ಇಲ್ಲದೆ ಇದ್ದರೂ ಸಿಬ್ಬಂದಿಯನ್ನು ವರ್ಗಾವಣೆ ಮಾಡುವ ವಿಧಾನ ಸರಿಯಲ್ಲ ಎಂದು ಹೈಕೋರ್ಟ್ ತಿಳಿಸಿದೆ. 3 ತಿಂಗಳಲ್ಲಿ ವರ್ಗಾವಣೆ ಮಾರ್ಗಸೂಚಿಯನ್ನು ರೂಪಿಸಲು ನಿರ್ದೇಶನ ನೀಡಿದೆ. bbox=[43, 1289, 319, 1348]
check-icon: ✓ bbox=[800, 2208, 820, 2228]
ribbon-item-semifinal[interactable]: ಸೆಮಿಫೈನಲ್ ಪ್ರವೇಶಿಸಿದ ಭಾರತ | 10 bbox=[936, 295, 1289, 332]
news-brief-2 bbox=[43, 1010, 319, 1124]
renuka-page[interactable]: ಪುಟ 8 bbox=[695, 1827, 733, 1841]
lead-kicker: ಅಮೆರಿಕ-ಇಸ್ರೇಲ್ ದಾಳಿಯಲ್ಲಿ ಹತ್ಯೆ | ಶನಿವಾರ ಮಧ್ಯರಾತ್ರಿಯೇ ಟ್ರಂಪ್ ಘೋಷಣೆ bbox=[342, 347, 1030, 378]
cm-body: ತಿಪಟೂರು: ಯುದ್ಧಪೀಡಿತ ದೇಶಗಳಲ್ಲಿ ಸಿಲುಕಿರುವ ಕನ್ನಡಿಗರನ್ನು ಕರೆ ತರುವ ಎಲ್ಲಾ ವ್ಯವಸ್ಥೆ ಮಾಡಲಾಗುತ್ತಿದ್ದು, ಈ ಸಂಬಂಧ ವಿದೇಶಾಂಗ ಸಚಿವಾಲಯದ ಅಧಿಕಾರಿಗಳೊಂದಿಗೆ ಸಮಾಲೋಚನೆ ನಡೆಸಲಾಗಿದೆ ಎಂದು ಮುಖ್ಯಮಂತ್ರಿ ಸಿದ್ದರಾಮಯ್ಯ ಹೇಳಿದರು. ಭಾನುವಾರ ನಗರಕ್ಕೆ ಆಗಮಿಸಿದ ಅವರು ಸುದ್ದಿಗಾರರೊಂದಿಗೆ ಮಾತನಾಡಿ, ಯುದ್ಧ ಪೀಡಿತ ಪ್ರದೇಶಗಳಲ್ಲಿ ಸಿಲುಕಿರುವ ಕನ್ನಡಿಗರಿಗಾಗಿ ಸಹಾಯವಾಣಿ ಆರಂಭಿಸಲಾಗಿದೆ. ಅವರ ಕುಟುಂಬದವರು ಆತಂಕಪಡುವ ಅಗತ್ಯವಿಲ್ಲ ಎಂದರು. ಎಲ್ಲರನ್ನೂ ಸುರಕ್ಷಿತವಾಗಿ ಕರೆತರುವ ಪ್ರಯತ್ನ ಮಾಡಲಾಗುತ್ತದೆ ಎಂದು ಹೇಳಿದರು. bbox=[342, 1280, 603, 1492]
